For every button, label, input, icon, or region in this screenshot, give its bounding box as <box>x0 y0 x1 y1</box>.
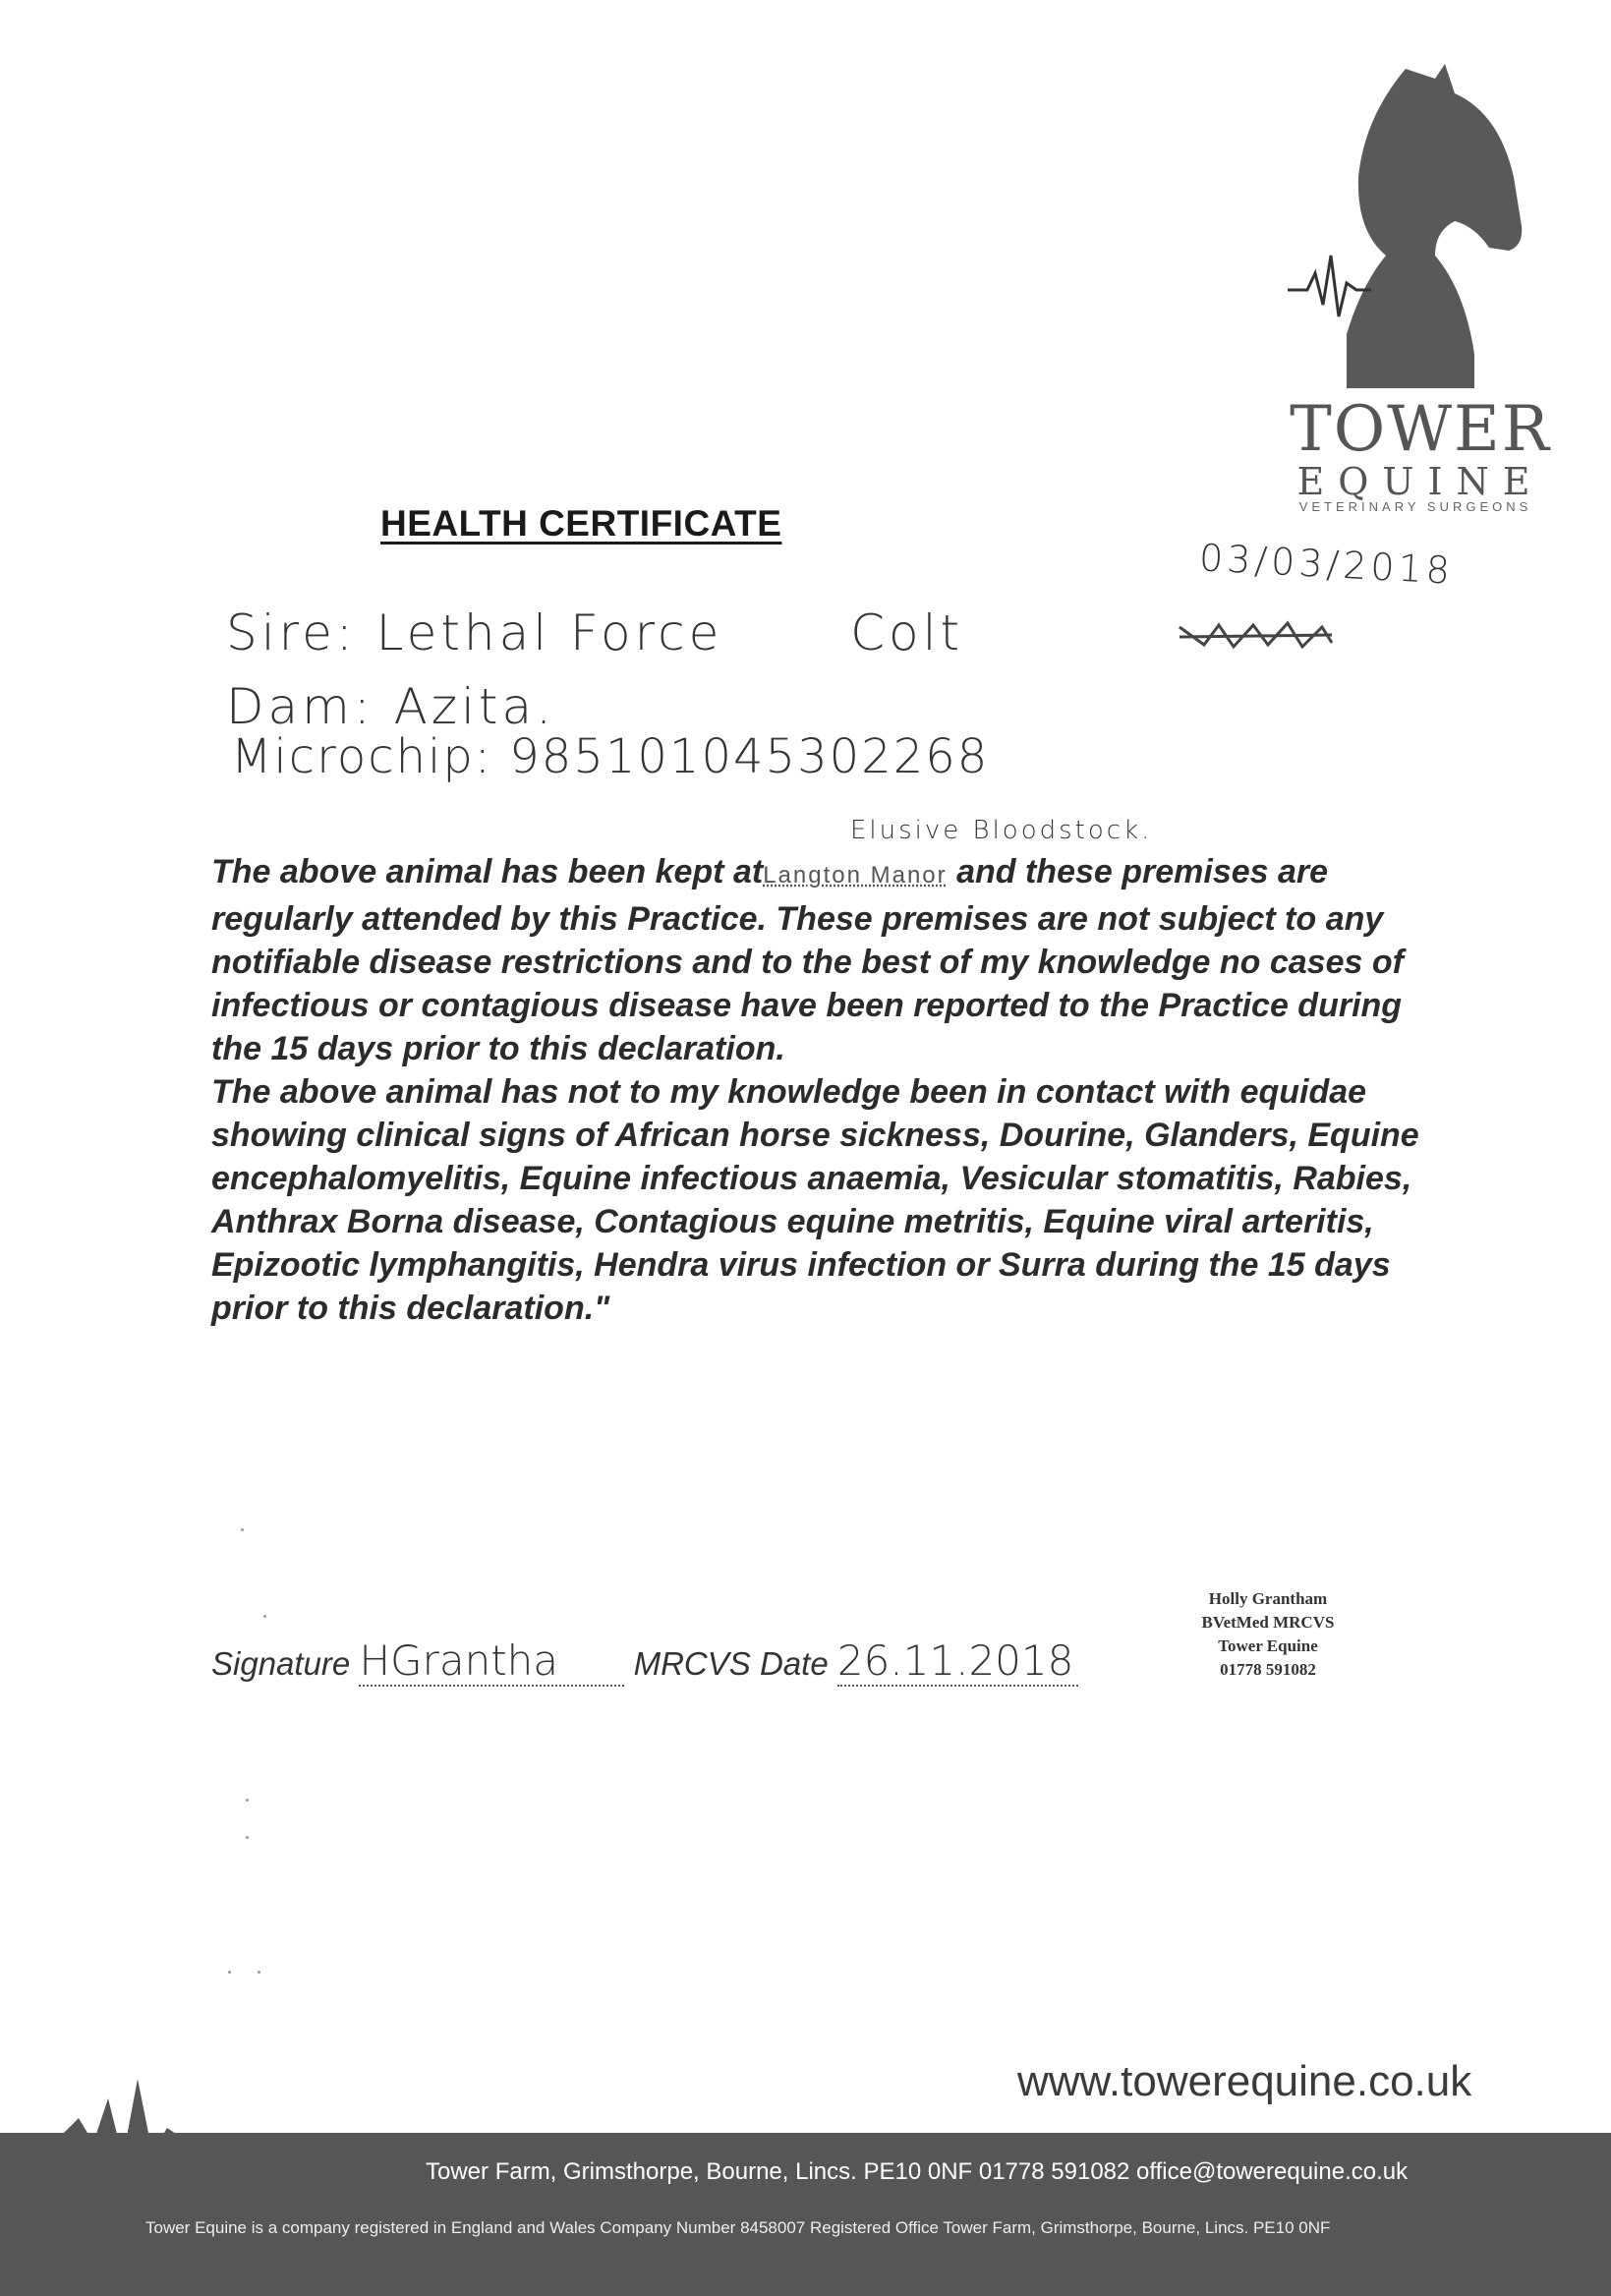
declaration-paragraph-2: The above animal has not to my knowledge been in contact with equidae showing clinical signs of African horse sickness, Dourine, Glanders, Equine encephalomyelitis, Equine infectious anaemia, Vesicular stomatitis, Rabies, Anthrax Borna disease, Contagious equine metritis, Equine viral arteritis, Epizootic lymphangitis, Hendra virus infection or Surra during the 15 days prior to this declaration." <box>211 1073 1419 1327</box>
speck <box>258 1971 260 1974</box>
horse-head-icon <box>1288 59 1533 403</box>
handwritten-microchip: Microchip: 985101045302268 <box>231 729 990 784</box>
handwritten-signature: HGrantha <box>359 1636 559 1685</box>
footer-registration: Tower Equine is a company registered in England and Wales Company Number 8458007 Registered Office Tower Farm, Grimsthorpe, Bourne, Lincs. PE10 0NF <box>145 2218 1331 2237</box>
signature-row <box>211 1636 1078 1687</box>
speck <box>228 1971 231 1974</box>
footer-bar <box>0 2133 1611 2296</box>
crossed-out-scribble <box>1175 617 1337 653</box>
logo-subname: EQUINE <box>1296 460 1544 503</box>
certificate-body <box>211 850 1450 1330</box>
handwritten-date: 03/03/2018 <box>1198 536 1456 593</box>
website-link[interactable]: www.towerequine.co.uk <box>1017 2057 1472 2105</box>
speck <box>246 1799 249 1802</box>
handwritten-premises: Elusive Bloodstock. <box>850 816 1153 845</box>
signature-line <box>359 1636 624 1687</box>
footer-address: Tower Farm, Grimsthorpe, Bourne, Lincs. PE10 0NF 01778 591082 office@towerequine.co.uk <box>426 2158 1409 2185</box>
handwritten-sire: Sire: Lethal Force <box>226 604 723 661</box>
signature-label: Signature <box>211 1645 351 1682</box>
speck <box>241 1528 244 1531</box>
handwritten-signed-date: 26.11.2018 <box>836 1636 1074 1685</box>
ecg-line-icon <box>0 2059 226 2157</box>
declaration-paragraph-1: The above animal has been kept atLangton Manor and these premises are regularly attended by this Practice. These premises are not subject to any notifiable disease restrictions and to the best of my knowledge no cases of infectious or contagious disease have been reported to the Practice during the 15 days prior to this declaration. <box>211 853 1404 1067</box>
mrcvs-label: MRCVS <box>633 1645 751 1682</box>
logo-tagline: VETERINARY SURGEONS <box>1298 499 1532 514</box>
handwritten-dam: Dam: Azita. <box>226 678 556 735</box>
tower-equine-logo <box>1268 59 1551 521</box>
speck <box>246 1836 249 1839</box>
handwritten-sire-line <box>226 604 963 661</box>
page-title: HEALTH CERTIFICATE <box>380 503 782 544</box>
date-label: Date <box>759 1645 829 1682</box>
premises-blank: Langton Manor <box>763 862 948 889</box>
vet-stamp: Holly Grantham BVetMed MRCVS Tower Equine 01778 591082 <box>1201 1589 1335 1679</box>
logo-name: TOWER <box>1290 393 1551 466</box>
handwritten-sex: Colt <box>850 604 964 661</box>
date-line <box>837 1636 1078 1687</box>
speck <box>263 1615 266 1618</box>
